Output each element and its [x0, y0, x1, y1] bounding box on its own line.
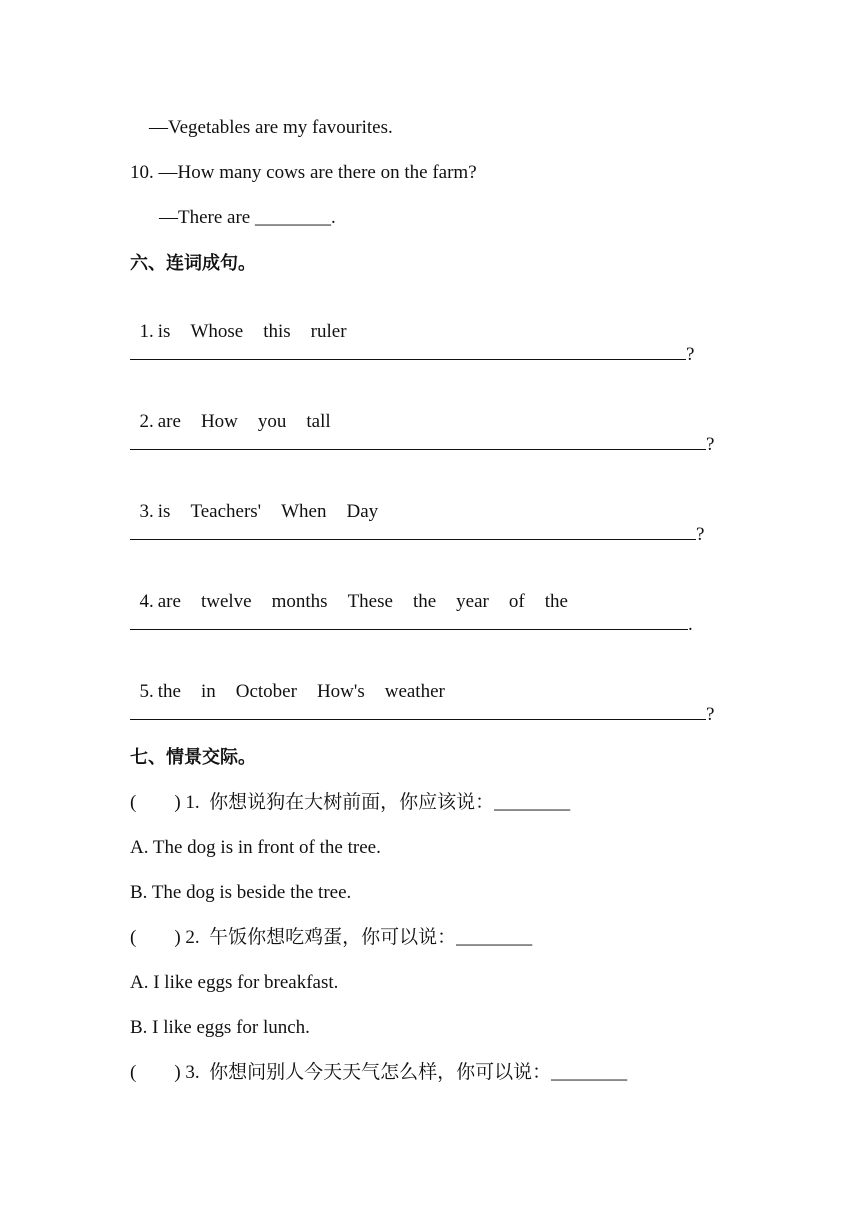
situation-question-1: ( ) 1. 你想说狗在大树前面，你应该说：________	[130, 792, 571, 813]
word: How's	[316, 681, 365, 702]
word: is	[157, 321, 171, 342]
sentence-item-2	[130, 386, 331, 434]
item-number: 1.	[139, 321, 154, 342]
word: twelve	[200, 591, 252, 612]
word: When	[281, 501, 327, 522]
end-punctuation: .	[688, 614, 693, 635]
word: is	[157, 501, 171, 522]
answer-blank-4[interactable]	[130, 611, 693, 637]
word: the	[544, 591, 568, 612]
word: How	[200, 411, 238, 432]
sentence-item-3	[130, 476, 378, 524]
end-punctuation: ?	[686, 344, 695, 365]
word: you	[257, 411, 287, 432]
word: months	[271, 591, 328, 612]
situation-question-3: ( ) 3. 你想问别人今天天气怎么样，你可以说：________	[130, 1062, 628, 1083]
word: in	[200, 681, 216, 702]
sentence-item-1	[130, 296, 347, 344]
word: October	[235, 681, 297, 702]
word: Whose	[190, 321, 244, 342]
answer-blank-2[interactable]	[130, 431, 714, 457]
end-punctuation: ?	[706, 704, 715, 725]
item-number: 3.	[139, 501, 154, 522]
section-7-heading: 七、情景交际。	[130, 747, 256, 768]
word: this	[263, 321, 291, 342]
option-1a[interactable]: A. The dog is in front of the tree.	[130, 837, 381, 858]
word: the	[157, 681, 181, 702]
word: These	[347, 591, 393, 612]
item-number: 2.	[139, 411, 154, 432]
answer-blank-1[interactable]	[130, 341, 694, 367]
answer-blank-5[interactable]	[130, 701, 714, 727]
situation-question-2: ( ) 2. 午饭你想吃鸡蛋，你可以说：________	[130, 927, 533, 948]
word: weather	[384, 681, 445, 702]
sentence-item-5	[130, 656, 445, 704]
word: year	[456, 591, 489, 612]
question-10-answer: —There are ________.	[159, 207, 336, 228]
question-10: 10. —How many cows are there on the farm?	[130, 162, 477, 183]
word: are	[157, 411, 181, 432]
option-2b[interactable]: B. I like eggs for lunch.	[130, 1017, 310, 1038]
word: ruler	[310, 321, 347, 342]
word: of	[508, 591, 525, 612]
answer-blank-3[interactable]	[130, 521, 704, 547]
word: Day	[346, 501, 379, 522]
word: the	[412, 591, 437, 612]
word: Teachers'	[190, 501, 262, 522]
option-2a[interactable]: A. I like eggs for breakfast.	[130, 972, 339, 993]
sentence-item-4	[130, 566, 568, 614]
option-1b[interactable]: B. The dog is beside the tree.	[130, 882, 352, 903]
item-number: 5.	[139, 681, 154, 702]
word: are	[157, 591, 181, 612]
item-number: 4.	[139, 591, 154, 612]
end-punctuation: ?	[706, 434, 715, 455]
section-6-heading: 六、连词成句。	[130, 253, 256, 274]
word: tall	[306, 411, 331, 432]
answer-line: —Vegetables are my favourites.	[149, 117, 393, 138]
end-punctuation: ?	[696, 524, 705, 545]
